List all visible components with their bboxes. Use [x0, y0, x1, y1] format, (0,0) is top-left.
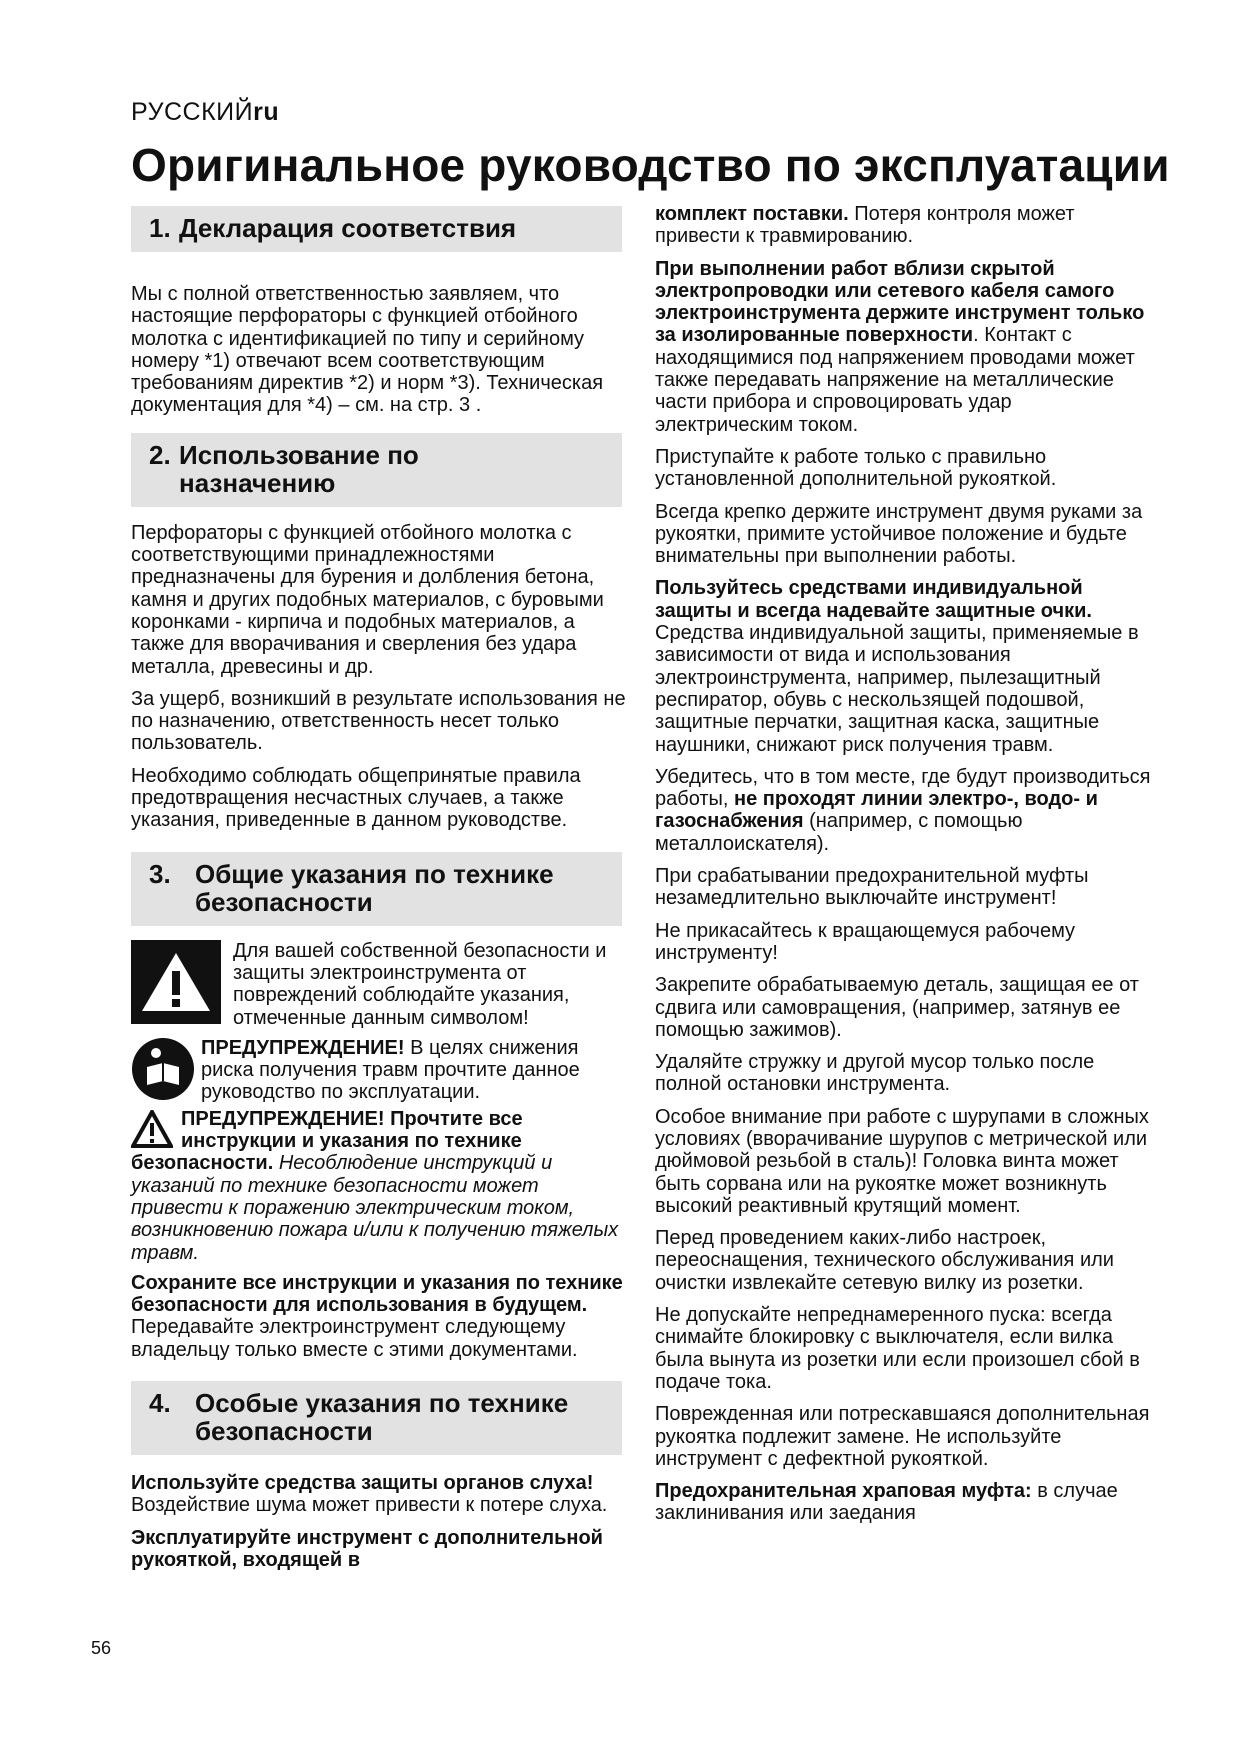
section-heading-general-safety: 3. Общие указания по технике безопасности — [131, 852, 622, 926]
right-p2: При выполнении работ вблизи скрытой электропроводки или сетевого кабеля самого электроинструмента держите инструмент только за изолированные поверхности. Контакт с находящимися под напряжением проводами может также передавать напряжение на металлические части прибора и спровоцировать удар электрическим током. — [655, 257, 1145, 436]
right-p10: Удаляйте стружку и другой мусор только после полной остановки инструмента. — [655, 1051, 1095, 1096]
right-p4: Всегда крепко держите инструмент двумя руками за рукоятки, примите устойчивое положение и будьте внимательны при выполнении работы. — [655, 500, 1143, 568]
right-p9: Закрепите обрабатываемую деталь, защищая ее от сдвига или самовращения, (например, затянув ее помощью зажимов). — [655, 974, 1139, 1041]
manual-warning-text: ПРЕДУПРЕЖДЕНИЕ! В целях снижения риска получения травм прочтите данное руководство по эксплуатации. — [201, 1036, 580, 1104]
pass-on-text: Передавайте электроинструмент следующему владельцу только вместе с этими документами. — [131, 1316, 578, 1361]
read-manual-icon — [131, 1037, 195, 1101]
right-p8: Не прикасайтесь к вращающемуся рабочему инструменту! — [655, 919, 1076, 964]
intended-use-text: Перфораторы с функцией отбойного молотка с соответствующими принадлежностями предназначены для бурения и долбления бетона, камня и других подобных материалов, с буровыми коронками - кирпича и подобных материалов, а также для вворачивания и сверления без удара металла, древесины и др. — [131, 521, 604, 678]
section-heading-special-safety: 4. Особые указания по технике безопасности — [131, 1381, 622, 1455]
right-p3: Приступайте к работе только с правильно установленной дополнительной рукояткой. — [655, 445, 1057, 491]
right-p7: При срабатывании предохранительной муфты незамедлительно выключайте инструмент! — [655, 865, 1089, 910]
read-instructions-warning: ПРЕДУПРЕЖДЕНИЕ! Прочтите все инструкции и указания по технике безопасности. Несоблюдение инструкций и указаний по технике безопасности может привести к поражению электрическим током, возникновению пожара и/или к получению тяжелых травм. — [131, 1107, 619, 1264]
safety-symbol-note — [131, 940, 629, 1029]
right-p13: Не допускайте непреднамеренного пуска: всегда снимайте блокировку с выключателя, если вилка была вынута из розетки или если произошел сбой в подаче тока. — [655, 1304, 1140, 1393]
liability-text: За ущерб, возникший в результате использования не по назначению, ответственность несет только пользователь. — [131, 687, 626, 755]
right-p11: Особое внимание при работе с шурупами в сложных условиях (вворачивание шурупов с метрической или дюймовой резьбой в сталь)! Головка винта может быть сорвана или на рукоятке может возникнуть высокий реактивный крутящий момент. — [655, 1105, 1149, 1217]
section-heading-intended-use: 2. Использование по назначению — [131, 433, 622, 507]
right-p6: Убедитесь, что в том месте, где будут производиться работы, не проходят линии электро-, водо- и газоснабжения (например, с помощью металлоискателя). — [655, 765, 1151, 855]
left-column — [131, 200, 629, 1581]
right-p15: Предохранительная храповая муфта: в случае заклинивания или заедания — [655, 1480, 1118, 1525]
auxiliary-handle-text: Эксплуатируйте инструмент с дополнительной рукояткой, входящей в — [131, 1526, 603, 1571]
right-p14: Поврежденная или потрескавшаяся дополнительная рукоятка подлежит замене. Не используйте инструмент с дефектной рукояткой. — [655, 1403, 1150, 1470]
right-p5: Пользуйтесь средствами индивидуальной защиты и всегда надевайте защитные очки. Средства индивидуальной защиты, применяемые в зависимости от вида и использования электроинструмента, например, пылезащитный респиратор, обувь с нескользящей подошвой, защитные перчатки, защитная каска, защитные наушники, снижают риск получения травм. — [655, 577, 1139, 756]
warning-triangle-icon — [131, 940, 221, 1024]
language-label: РУССКИЙru — [131, 98, 280, 126]
right-p1: комплект поставки. Потеря контроля может привести к травмированию. — [655, 203, 1075, 248]
save-instructions-text: Сохраните все инструкции и указания по технике безопасности для использования в будущем. — [131, 1271, 623, 1317]
hearing-protection-text: Используйте средства защиты органов слуха! Воздействие шума может привести к потере слуха. — [131, 1471, 608, 1517]
symbol-note-text: Для вашей собственной безопасности и защиты электроинструмента от повреждений соблюдайте указания, отмеченные данным символом! — [233, 939, 607, 1029]
right-column — [655, 203, 1155, 1535]
accident-rules-text: Необходимо соблюдать общепринятые правила предотвращения несчастных случаев, а также указания, приведенные в данном руководстве. — [131, 764, 581, 832]
section-heading-declaration: 1. Декларация соответствия — [131, 206, 622, 252]
page-number: 56 — [91, 1638, 112, 1658]
declaration-text: Мы с полной ответственностью заявляем, что настоящие перфораторы с функцией отбойного молотка с идентификацией по типу и серийному номеру *1) отвечают всем соответствующим требованиям директив *2) и норм *3). Техническая документация для *4) – см. на стр. 3 . — [131, 283, 604, 417]
right-p12: Перед проведением каких-либо настроек, переоснащения, технического обслуживания или очистки извлекайте сетевую вилку из розетки. — [655, 1227, 1114, 1294]
warning-small-icon — [131, 1110, 173, 1148]
page-title: Оригинальное руководство по эксплуатации — [131, 139, 1170, 191]
manual-warning — [131, 1037, 629, 1104]
